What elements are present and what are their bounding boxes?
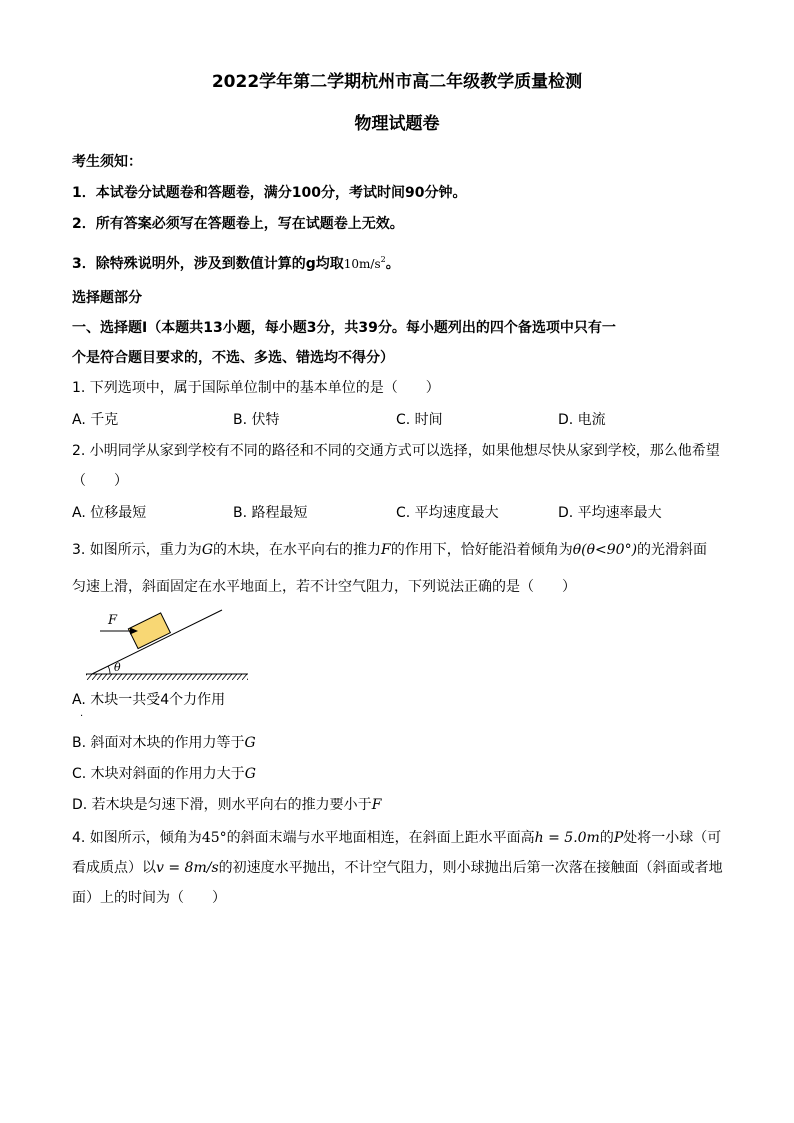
notice-item-3: [72, 250, 400, 274]
q2-option-c: C. 平均速度最大: [396, 505, 499, 521]
notice-item-3-end: 。: [385, 256, 400, 272]
q3-option-d-var: F: [371, 797, 382, 813]
q3-option-c: [72, 764, 256, 784]
q2-stem-line2: （ ）: [72, 473, 128, 489]
q3-option-a: A. 木块一共受4个力作用: [72, 692, 226, 708]
q4-velocity: v = 8m/s: [156, 860, 219, 876]
notice-item-2: 2．所有答案必须写在答题卷上，写在试题卷上无效。: [72, 216, 404, 232]
notice-item-1: 1．本试卷分试题卷和答题卷，满分100分，考试时间90分钟。: [72, 185, 467, 201]
q4-height: h = 5.0m: [534, 830, 600, 846]
q3-option-c-text: C. 木块对斜面的作用力大于: [72, 766, 245, 782]
q3-stem-line1: [72, 540, 707, 560]
q4-text-b: 的斜面末端与水平地面相连，在斜面上距水平面高: [226, 830, 535, 846]
section-intro-line2: 个是符合题目要求的，不选、多选、错选均不得分）: [72, 350, 394, 366]
q3-option-a-mark: .: [80, 708, 84, 719]
q1-stem: 1. 下列选项中，属于国际单位制中的基本单位的是（ ）: [72, 380, 440, 396]
q3-option-b-text: B. 斜面对木块的作用力等于: [72, 735, 245, 751]
page-subtitle: 物理试题卷: [354, 114, 440, 134]
incline-figure: [72, 602, 252, 686]
q2-option-b: B. 路程最短: [233, 505, 308, 521]
q3-option-d-text: D. 若木块是匀速下滑，则水平向右的推力要小于: [72, 797, 372, 813]
q3-option-d: [72, 795, 381, 815]
q3-stem-text-a: 3. 如图所示，重力为: [72, 542, 202, 558]
q3-var-f: F: [381, 542, 391, 558]
q4-line1: [72, 828, 721, 848]
q1-option-c: C. 时间: [396, 412, 443, 428]
q2-option-a: A. 位移最短: [72, 505, 147, 521]
section-title: 选择题部分: [72, 290, 142, 306]
q3-stem-text-b: 的木块，在水平向右的推力: [213, 542, 381, 558]
q1-option-d: D. 电流: [558, 412, 606, 428]
q3-var-g: G: [201, 542, 213, 558]
q3-option-b: [72, 733, 256, 753]
q4-line3: 面）上的时间为（ ）: [72, 890, 226, 906]
q3-option-c-var: G: [244, 766, 256, 782]
notice-item-3-sup: 2: [380, 255, 386, 264]
q4-text-c: 的: [599, 830, 614, 846]
q4-text-d: 处将一小球（可: [623, 830, 722, 846]
q3-stem-line2: 匀速上滑，斜面固定在水平地面上，若不计空气阻力，下列说法正确的是（ ）: [72, 579, 576, 595]
q4-text-e: 看成质点）以: [72, 860, 156, 876]
q3-option-b-var: G: [244, 735, 256, 751]
notice-item-3-text: 3．除特殊说明外，涉及到数值计算的g均取: [72, 256, 344, 272]
q4-point-p: P: [613, 830, 624, 846]
q4-angle: 45°: [201, 830, 227, 846]
notice-heading: 考生须知：: [72, 154, 142, 170]
q4-text-a: 4. 如图所示，倾角为: [72, 830, 202, 846]
q4-text-f: 的初速度水平抛出，不计空气阻力，则小球抛出后第一次落在接触面（斜面或者地: [218, 860, 723, 876]
q4-line2: [72, 858, 723, 878]
q2-stem-line1: 2. 小明同学从家到学校有不同的路径和不同的交通方式可以选择，如果他想尽快从家到学校，那么他希望: [72, 443, 720, 459]
q3-stem-text-d: 的光滑斜面: [637, 542, 708, 558]
q1-option-a: A. 千克: [72, 412, 119, 428]
angle-arc: [108, 666, 110, 674]
q2-option-d: D. 平均速率最大: [558, 505, 662, 521]
section-intro-line1: 一、选择题Ⅰ（本题共13小题，每小题3分，共39分。每小题列出的四个备选项中只有一: [72, 320, 616, 336]
ground-hatch: [86, 674, 248, 680]
figure-label-f: F: [108, 613, 118, 628]
q3-angle-expr: θ(θ<90°): [572, 542, 638, 558]
figure-label-theta: θ: [114, 661, 121, 674]
notice-item-3-unit: 10m/s: [343, 257, 381, 271]
q3-stem-text-c: 的作用下，恰好能沿着倾角为: [390, 542, 573, 558]
q1-option-b: B. 伏特: [233, 412, 280, 428]
page-title: 2022学年第二学期杭州市高二年级教学质量检测: [211, 72, 583, 92]
